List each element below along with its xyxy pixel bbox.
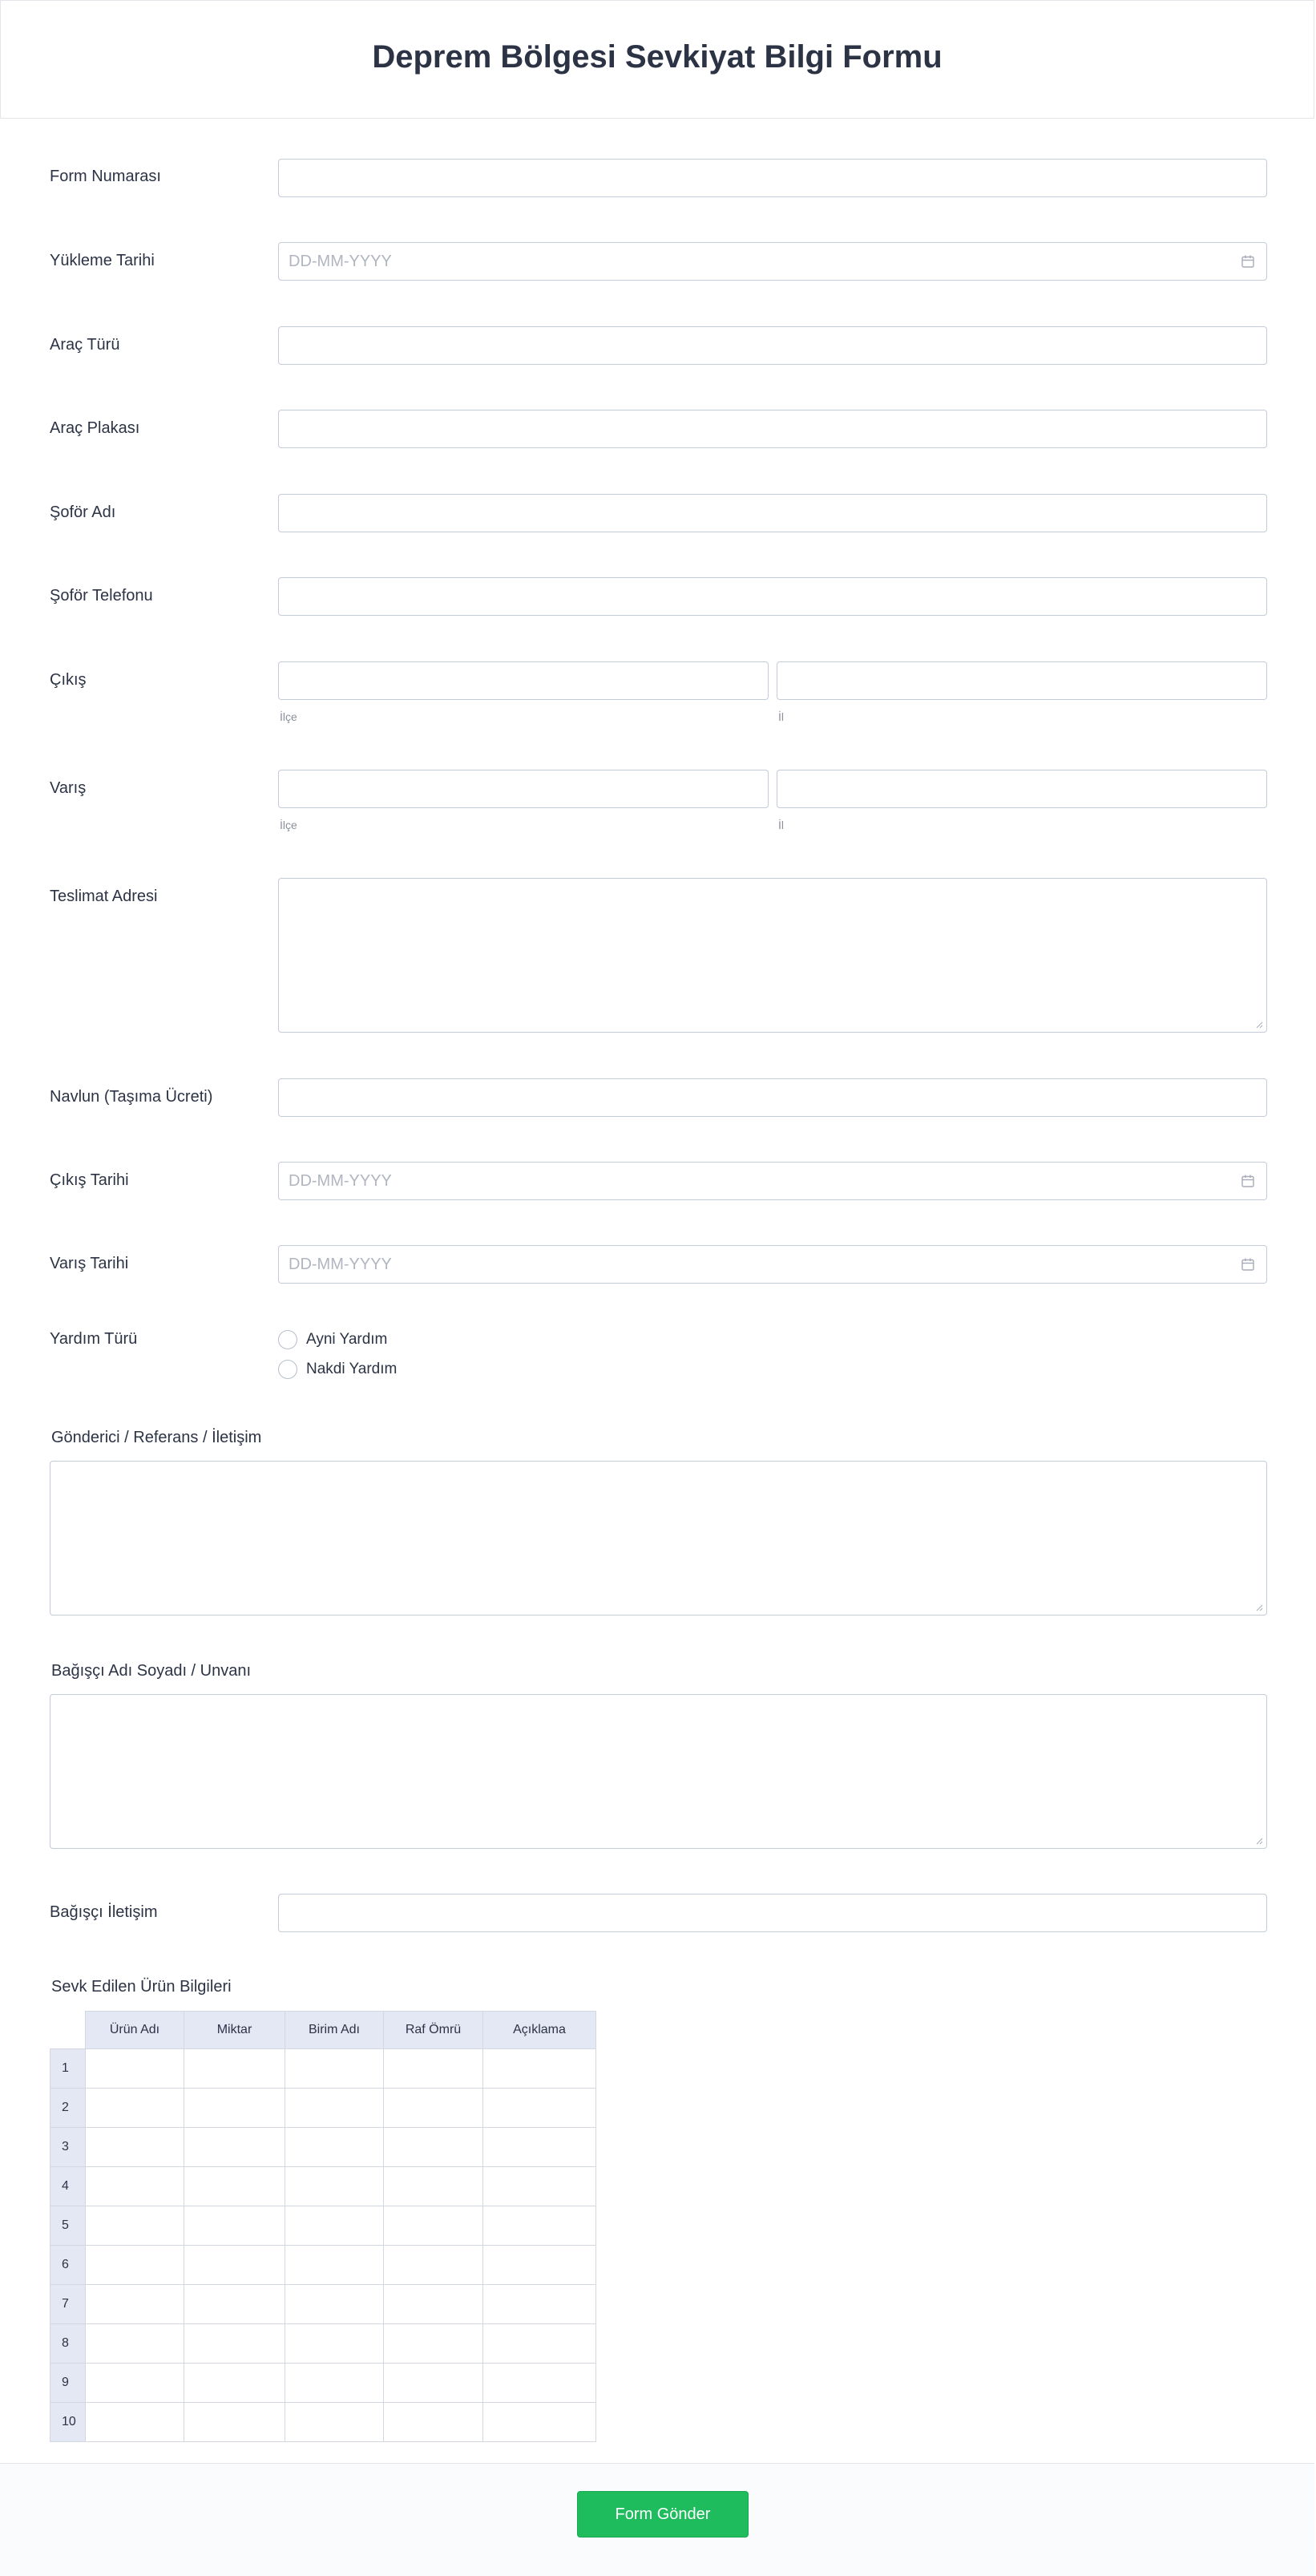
arac-turu-input[interactable]: [278, 326, 1267, 365]
row-number: 10: [50, 2403, 86, 2442]
grid-cell[interactable]: [285, 2049, 384, 2089]
navlun-input[interactable]: [278, 1078, 1267, 1117]
form-numarasi-input[interactable]: [278, 159, 1267, 197]
gonderici-textarea[interactable]: [50, 1461, 1267, 1616]
grid-cell[interactable]: [483, 2364, 596, 2403]
label-form-numarasi: Form Numarası: [50, 168, 161, 185]
label-varis: Varış: [50, 779, 87, 797]
grid-cell[interactable]: [184, 2206, 285, 2246]
label-urun-bilgileri: Sevk Edilen Ürün Bilgileri: [51, 1978, 232, 1996]
grid-cell[interactable]: [285, 2246, 384, 2285]
row-number: 7: [50, 2285, 86, 2324]
grid-cell[interactable]: [285, 2206, 384, 2246]
grid-cell[interactable]: [184, 2403, 285, 2442]
grid-cell[interactable]: [384, 2246, 483, 2285]
table-row: [50, 2324, 596, 2364]
sofor-telefonu-input[interactable]: [278, 577, 1267, 616]
grid-cell[interactable]: [86, 2403, 184, 2442]
label-yukleme-tarihi: Yükleme Tarihi: [50, 252, 155, 269]
grid-cell[interactable]: [384, 2324, 483, 2364]
row-number: 2: [50, 2089, 86, 2128]
label-arac-turu: Araç Türü: [50, 336, 120, 354]
grid-cell[interactable]: [285, 2167, 384, 2206]
grid-cell[interactable]: [384, 2167, 483, 2206]
varis-ilce-sublabel: İlçe: [280, 819, 297, 831]
grid-cell[interactable]: [86, 2167, 184, 2206]
label-bagisci-adi: Bağışçı Adı Soyadı / Unvanı: [51, 1662, 252, 1680]
sofor-adi-input[interactable]: [278, 494, 1267, 532]
grid-cell[interactable]: [384, 2128, 483, 2167]
table-row: [50, 2364, 596, 2403]
cikis-ilce-input[interactable]: [278, 661, 769, 700]
label-yardim-turu: Yardım Türü: [50, 1330, 138, 1348]
submit-button[interactable]: Form Gönder: [577, 2491, 749, 2538]
grid-cell[interactable]: [384, 2403, 483, 2442]
label-bagisci-iletisim: Bağışçı İletişim: [50, 1903, 158, 1921]
grid-cell[interactable]: [184, 2167, 285, 2206]
cikis-tarihi-input[interactable]: [278, 1162, 1267, 1200]
grid-corner: [50, 2012, 86, 2049]
radio-button[interactable]: [278, 1330, 297, 1349]
grid-cell[interactable]: [384, 2285, 483, 2324]
grid-cell[interactable]: [86, 2128, 184, 2167]
form-footer: [0, 2463, 1314, 2576]
label-varis-tarihi: Varış Tarihi: [50, 1255, 129, 1272]
varis-ilce-input[interactable]: [278, 770, 769, 808]
table-row: [50, 2246, 596, 2285]
cikis-il-sublabel: İl: [778, 710, 784, 723]
column-header: Açıklama: [483, 2012, 596, 2049]
column-header: Ürün Adı: [86, 2012, 184, 2049]
grid-cell[interactable]: [285, 2285, 384, 2324]
grid-cell[interactable]: [483, 2285, 596, 2324]
label-arac-plakasi: Araç Plakası: [50, 419, 140, 437]
row-number: 1: [50, 2049, 86, 2089]
grid-cell[interactable]: [384, 2364, 483, 2403]
table-row: [50, 2206, 596, 2246]
grid-cell[interactable]: [86, 2246, 184, 2285]
form-header: [0, 0, 1314, 119]
grid-cell[interactable]: [184, 2364, 285, 2403]
row-number: 8: [50, 2324, 86, 2364]
radio-label: Nakdi Yardım: [306, 1361, 398, 1377]
arac-plakasi-input[interactable]: [278, 410, 1267, 448]
grid-header-row: [50, 2012, 596, 2049]
radio-option-nakdi-yardim[interactable]: [278, 1359, 397, 1380]
cikis-il-input[interactable]: [777, 661, 1267, 700]
label-gonderici: Gönderici / Referans / İletişim: [51, 1429, 262, 1446]
grid-cell[interactable]: [86, 2049, 184, 2089]
grid-cell[interactable]: [86, 2089, 184, 2128]
row-number: 3: [50, 2128, 86, 2167]
label-sofor-adi: Şoför Adı: [50, 503, 116, 521]
column-header: Raf Ömrü: [384, 2012, 483, 2049]
grid-cell[interactable]: [285, 2364, 384, 2403]
label-teslimat-adresi: Teslimat Adresi: [50, 888, 158, 905]
grid-cell[interactable]: [285, 2324, 384, 2364]
varis-il-input[interactable]: [777, 770, 1267, 808]
grid-cell[interactable]: [384, 2049, 483, 2089]
column-header: Miktar: [184, 2012, 285, 2049]
grid-cell[interactable]: [184, 2246, 285, 2285]
grid-cell[interactable]: [483, 2324, 596, 2364]
grid-cell[interactable]: [86, 2285, 184, 2324]
bagisci-adi-textarea[interactable]: [50, 1694, 1267, 1849]
cikis-ilce-sublabel: İlçe: [280, 710, 297, 723]
grid-cell[interactable]: [86, 2364, 184, 2403]
table-row: [50, 2049, 596, 2089]
radio-button[interactable]: [278, 1360, 297, 1379]
grid-cell[interactable]: [184, 2049, 285, 2089]
grid-cell[interactable]: [184, 2285, 285, 2324]
grid-cell[interactable]: [483, 2089, 596, 2128]
varis-tarihi-input[interactable]: [278, 1245, 1267, 1284]
grid-cell[interactable]: [285, 2089, 384, 2128]
grid-cell[interactable]: [483, 2206, 596, 2246]
grid-cell[interactable]: [184, 2089, 285, 2128]
varis-il-sublabel: İl: [778, 819, 784, 831]
table-row: [50, 2128, 596, 2167]
column-header: Birim Adı: [285, 2012, 384, 2049]
grid-cell[interactable]: [184, 2324, 285, 2364]
label-cikis: Çıkış: [50, 671, 87, 689]
grid-cell[interactable]: [483, 2128, 596, 2167]
grid-cell[interactable]: [483, 2246, 596, 2285]
product-grid: [50, 2011, 596, 2442]
yukleme-tarihi-input[interactable]: [278, 242, 1267, 281]
grid-cell[interactable]: [86, 2206, 184, 2246]
grid-cell[interactable]: [285, 2128, 384, 2167]
table-row: [50, 2089, 596, 2128]
grid-cell[interactable]: [184, 2128, 285, 2167]
grid-cell[interactable]: [384, 2089, 483, 2128]
label-cikis-tarihi: Çıkış Tarihi: [50, 1171, 129, 1189]
radio-option-ayni-yardim[interactable]: [278, 1329, 387, 1350]
grid-cell[interactable]: [86, 2324, 184, 2364]
grid-cell[interactable]: [285, 2403, 384, 2442]
grid-cell[interactable]: [483, 2167, 596, 2206]
grid-cell[interactable]: [483, 2049, 596, 2089]
row-number: 5: [50, 2206, 86, 2246]
grid-cell[interactable]: [384, 2206, 483, 2246]
grid-cell[interactable]: [483, 2403, 596, 2442]
label-navlun: Navlun (Taşıma Ücreti): [50, 1088, 213, 1106]
teslimat-adresi-textarea[interactable]: [278, 878, 1267, 1033]
page-title: Deprem Bölgesi Sevkiyat Bilgi Formu: [372, 39, 943, 75]
table-row: [50, 2403, 596, 2442]
row-number: 9: [50, 2364, 86, 2403]
bagisci-iletisim-input[interactable]: [278, 1894, 1267, 1932]
row-number: 6: [50, 2246, 86, 2285]
radio-label: Ayni Yardım: [306, 1331, 388, 1348]
table-row: [50, 2285, 596, 2324]
label-sofor-telefonu: Şoför Telefonu: [50, 587, 153, 605]
row-number: 4: [50, 2167, 86, 2206]
table-row: [50, 2167, 596, 2206]
